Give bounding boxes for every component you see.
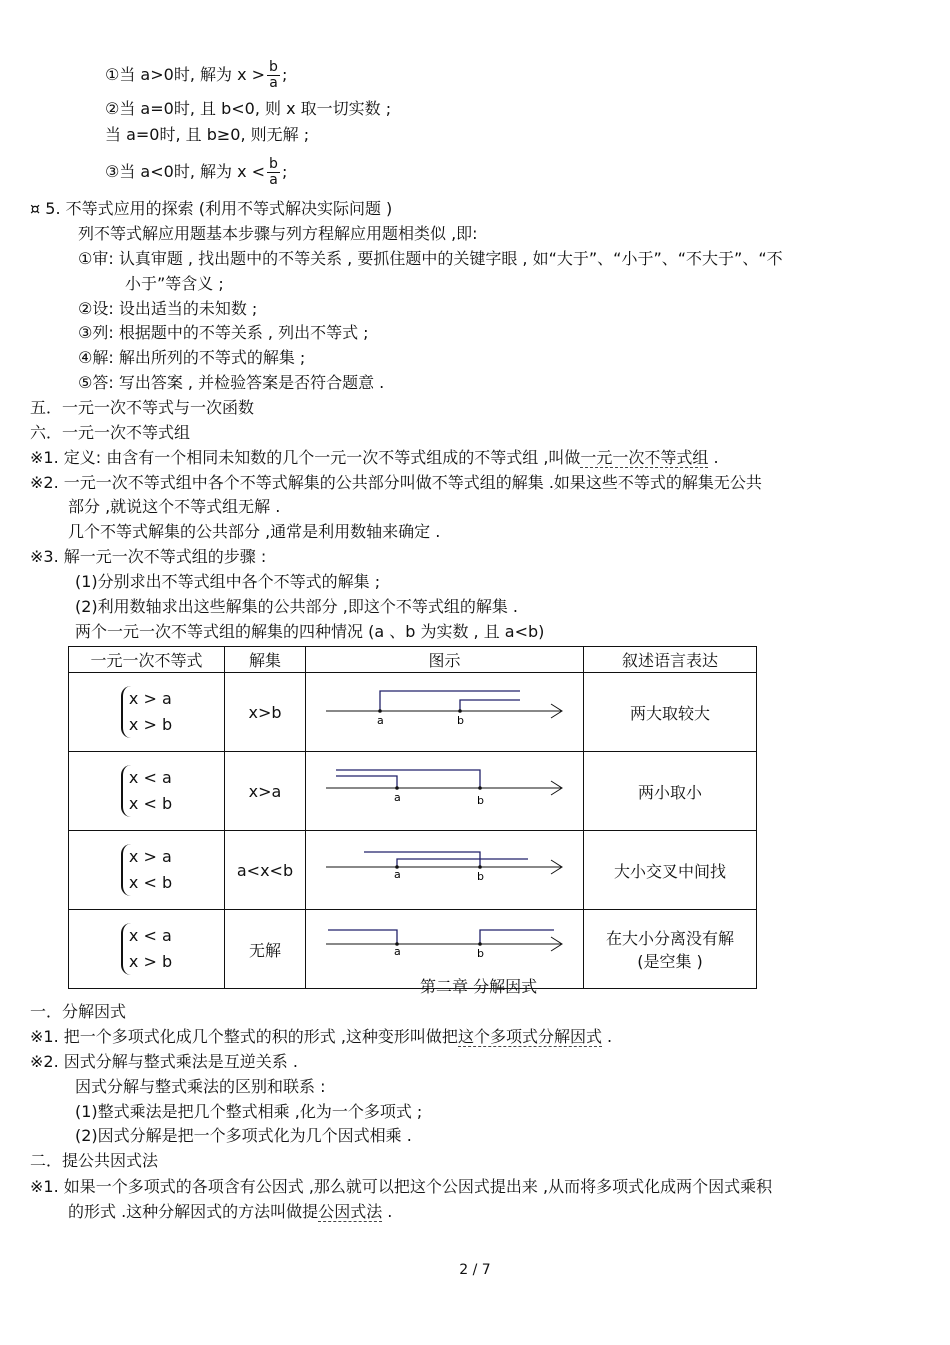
fraction-den: a: [269, 172, 278, 188]
case-2b: 当 a=0时, 且 b≥0, 则无解 ;: [105, 125, 310, 144]
inequality-2: x > b: [128, 952, 173, 971]
step-3: ③列: 根据题中的不等关系 , 列出不等式 ;: [78, 323, 369, 342]
factor-1-2-b: (1)整式乘法是把几个整式相乘 ,化为一个多项式 ;: [75, 1102, 423, 1121]
table-row: [69, 673, 757, 752]
point-b: [478, 865, 482, 869]
header-description: 叙述语言表达: [584, 647, 757, 673]
definition-3-c: 两个一元一次不等式组的解集的四种情况 (a 、b 为实数 , 且 a<b): [75, 622, 545, 641]
inequality-system: [69, 831, 225, 910]
solution-set: x>a: [225, 752, 306, 831]
section-5-title: ¤ 5. 不等式应用的探索 (利用不等式解决实际问题 ): [30, 199, 393, 218]
page-number: 2 / 7: [459, 1262, 491, 1278]
ray-x-less-a: [336, 776, 397, 788]
factor-1-2-c: (2)因式分解是把一个多项式化为几个因式相乘 .: [75, 1126, 412, 1145]
fraction-num: b: [269, 156, 278, 172]
definition-2: ※2. 一元一次不等式组中各个不等式解集的公共部分叫做不等式组的解集 .如果这些不等式的解集无公共: [30, 473, 762, 492]
ray-x-greater-a: [397, 859, 528, 867]
fraction-num: b: [269, 59, 278, 75]
factor-1-2: ※2. 因式分解与整式乘法是互逆关系 .: [30, 1052, 298, 1071]
factor-heading-1: 一．分解因式: [30, 1002, 127, 1021]
ray-x-less-b: [336, 770, 480, 788]
label-b: b: [477, 947, 484, 960]
heading-5: 五．一元一次不等式与一次函数: [30, 398, 255, 417]
ray-x-greater-b: [480, 930, 554, 944]
definition-1: [30, 448, 719, 468]
label-a: a: [394, 945, 401, 958]
table-header-row: [69, 647, 757, 673]
step-4: ④解: 解出所列的不等式的解集 ;: [78, 348, 306, 367]
point-b: [478, 942, 482, 946]
factor-1-2-a: 因式分解与整式乘法的区别和联系 :: [75, 1077, 326, 1096]
definition-2-cont: 部分 ,就说这个不等式组无解 .: [68, 497, 281, 516]
fraction-den: a: [269, 75, 278, 91]
step-1: ①审: 认真审题 , 找出题中的不等关系 , 要抓住题中的关键字眼 , 如“大于”、“小于”、“不大于”、“不: [78, 249, 783, 268]
factor-heading-2: 二．提公共因式法: [30, 1151, 159, 1170]
table-row: [69, 910, 757, 989]
ray-x-greater-b: [460, 700, 520, 711]
case-1: [105, 58, 287, 92]
inequality-1: x < a: [128, 926, 172, 945]
point-a: [395, 786, 399, 790]
description-line-1: 在大小分离没有解: [605, 929, 734, 948]
point-b: [458, 709, 462, 713]
factor-1-1-end: .: [601, 1027, 613, 1046]
inequality-system: [69, 673, 225, 752]
description: 大小交叉中间找: [584, 831, 757, 910]
number-line-diagram: [306, 673, 584, 752]
header-solution: 解集: [225, 647, 306, 673]
definition-3-a: (1)分别求出不等式组中各个不等式的解集 ;: [75, 572, 381, 591]
inequality-system: [69, 910, 225, 989]
description: 两小取小: [584, 752, 757, 831]
solution-set: x>b: [225, 673, 306, 752]
inequality-cases-table: [68, 646, 757, 989]
definition-2-note: 几个不等式解集的公共部分 ,通常是利用数轴来确定 .: [68, 522, 441, 541]
case-1-text: ①当 a>0时, 解为 x >: [105, 65, 266, 84]
inequality-1: x > a: [128, 689, 172, 708]
label-b: b: [457, 714, 464, 727]
table-row: [69, 831, 757, 910]
description-line-2: (是空集 ): [637, 952, 703, 971]
case-3-text: ③当 a<0时, 解为 x <: [105, 162, 266, 181]
heading-6: 六．一元一次不等式组: [30, 423, 191, 442]
inequality-system: [69, 752, 225, 831]
chapter-2-title: 第二章 分解因式: [420, 977, 538, 996]
number-line-svg: [306, 752, 583, 826]
header-diagram: 图示: [306, 647, 584, 673]
step-1-cont: 小于”等含义 ;: [125, 274, 224, 293]
ray-x-greater-a: [380, 691, 520, 711]
factor-1-1: [30, 1027, 612, 1047]
label-a: a: [394, 791, 401, 804]
inequality-1: x > a: [128, 847, 172, 866]
label-b: b: [477, 870, 484, 883]
step-5: ⑤答: 写出答案 , 并检验答案是否符合题意 .: [78, 373, 385, 392]
number-line-diagram: [306, 831, 584, 910]
number-line-svg: [306, 673, 583, 747]
factor-2-1-text: 的形式 .这种分解因式的方法叫做提: [68, 1202, 319, 1221]
description: 两大取较大: [584, 673, 757, 752]
solution-set: a<x<b: [225, 831, 306, 910]
number-line-svg: [306, 831, 583, 905]
label-b: b: [477, 794, 484, 807]
definition-1-term: 一元一次不等式组: [580, 448, 709, 467]
case-3-end: ;: [281, 162, 288, 181]
inequality-2: x < b: [128, 873, 173, 892]
factor-1-1-term: 这个多项式分解因式: [457, 1027, 602, 1046]
step-2: ②设: 设出适当的未知数 ;: [78, 299, 258, 318]
description: [584, 910, 757, 989]
fraction-b-over-a: [267, 157, 280, 188]
ray-x-less-a: [328, 930, 397, 944]
definition-3-b: (2)利用数轴求出这些解集的公共部分 ,即这个不等式组的解集 .: [75, 597, 519, 616]
number-line-svg: [306, 910, 583, 984]
label-a: a: [394, 868, 401, 881]
factor-1-1-text: ※1. 把一个多项式化成几个整式的积的形式 ,这种变形叫做把: [30, 1027, 458, 1046]
definition-3: ※3. 解一元一次不等式组的步骤 :: [30, 547, 267, 566]
factor-2-1: ※1. 如果一个多项式的各项含有公因式 ,那么就可以把这个公因式提出来 ,从而将多项式化成两个因式乘积: [30, 1177, 773, 1196]
point-a: [378, 709, 382, 713]
section-5-intro: 列不等式解应用题基本步骤与列方程解应用题相类似 ,即:: [78, 224, 478, 243]
case-2: ②当 a=0时, 且 b<0, 则 x 取一切实数 ;: [105, 99, 392, 118]
case-1-end: ;: [281, 65, 288, 84]
definition-1-end: .: [708, 448, 719, 467]
inequality-2: x > b: [128, 715, 173, 734]
point-b: [478, 786, 482, 790]
factor-2-1-cont: [68, 1202, 392, 1222]
fraction-b-over-a: [267, 60, 280, 91]
number-line-diagram: [306, 752, 584, 831]
label-a: a: [377, 714, 384, 727]
inequality-1: x < a: [128, 768, 172, 787]
definition-1-text: ※1. 定义: 由含有一个相同未知数的几个一元一次不等式组成的不等式组 ,叫做: [30, 448, 581, 467]
factor-2-1-end: .: [382, 1202, 393, 1221]
factor-2-1-term: 公因式法: [318, 1202, 383, 1221]
header-inequality: 一元一次不等式: [69, 647, 225, 673]
solution-set: 无解: [225, 910, 306, 989]
table-row: [69, 752, 757, 831]
inequality-2: x < b: [128, 794, 173, 813]
case-3: [105, 153, 287, 191]
